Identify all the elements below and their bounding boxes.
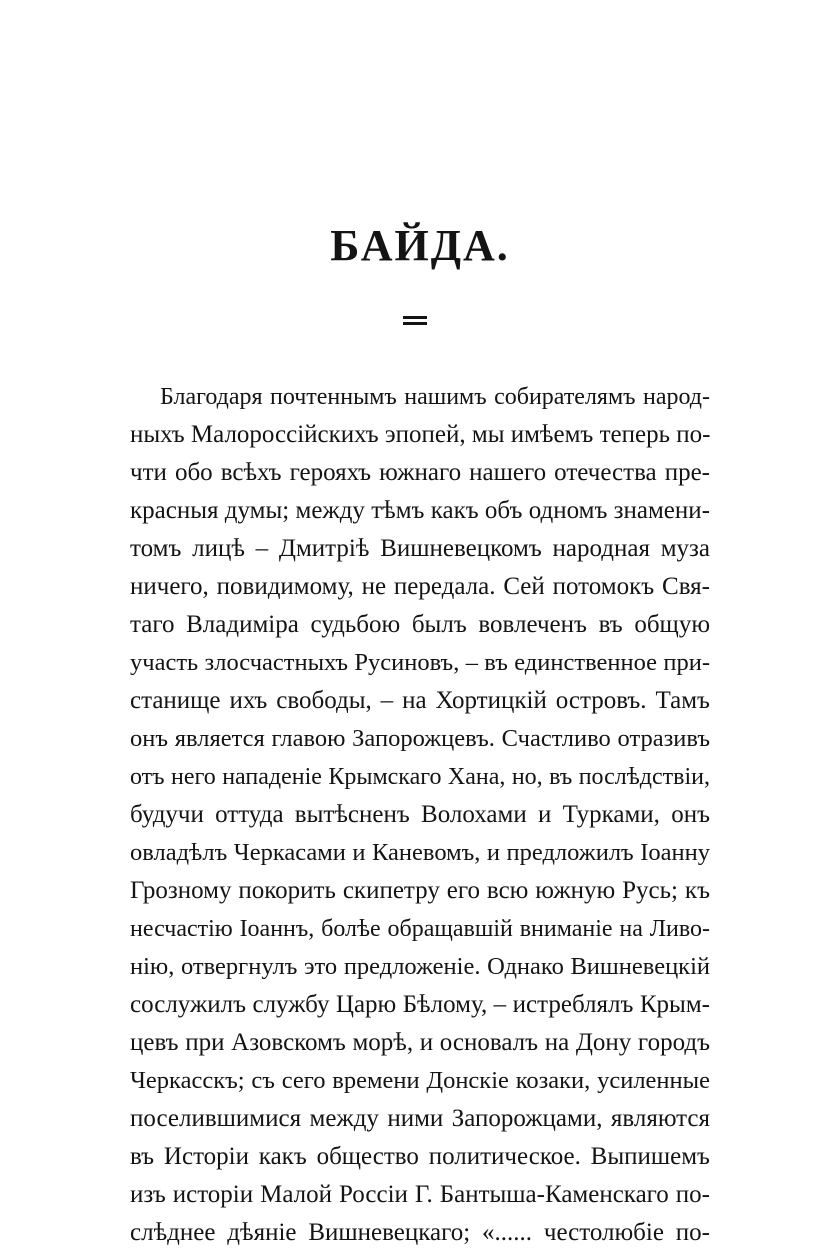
- chapter-title: БАЙДА.: [330, 221, 510, 270]
- text-line: отъ него нападеніе Крымскаго Хана, но, въ послѣдствіи,: [130, 764, 710, 790]
- text-line: овладѣлъ Черкасами и Каневомъ, и предложилъ Іоанну: [130, 839, 710, 866]
- text-line: Черкасскъ; съ сего времени Донскіе козаки, усиленные: [130, 1067, 710, 1094]
- divider-rule-bottom: [403, 322, 427, 325]
- text-line: участь злосчастныхъ Русиновъ, – въ единственное при-: [130, 649, 710, 676]
- text-line: красныя думы; между тѣмъ какъ объ одномъ знамени-: [130, 497, 710, 524]
- text-line: слѣднее дѣяніе Вишневецкаго; «...... честолюбіе по-: [130, 1219, 710, 1246]
- text-line: томъ лицѣ – Дмитріѣ Вишневецкомъ народная муза: [130, 535, 710, 562]
- text-line: поселившимися между ними Запорожцами, являются: [130, 1105, 710, 1132]
- text-line: Грозному покорить скипетру его всю южную Русь; къ: [130, 877, 710, 904]
- text-line: въ Исторіи какъ общество политическое. Выпишемъ: [130, 1143, 710, 1170]
- text-line: изъ исторіи Малой Россіи Г. Бантыша-Каменскаго по-: [130, 1181, 710, 1208]
- text-line: цевъ при Азовскомъ морѣ, и основалъ на Дону городъ: [130, 1029, 710, 1056]
- text-line: сослужилъ службу Царю Бѣлому, – истреблялъ Крым-: [130, 991, 710, 1018]
- text-line: онъ является главою Запорожцевъ. Счастливо отразивъ: [130, 725, 710, 752]
- text-line: ныхъ Малороссійскихъ эпопей, мы имѣемъ теперь по-: [130, 421, 711, 448]
- body-paragraph: [130, 378, 710, 1252]
- divider-rule-top: [403, 316, 427, 319]
- text-line: ничего, повидимому, не передала. Сей потомокъ Свя-: [130, 573, 710, 600]
- title-divider: [403, 316, 427, 328]
- text-line: будучи оттуда вытѣсненъ Волохами и Турками, онъ: [130, 801, 710, 828]
- text-line: чти обо всѣхъ герояхъ южнаго нашего отечества пре-: [130, 459, 710, 486]
- text-line: Благодаря почтеннымъ нашимъ собирателямъ народ-: [160, 384, 710, 410]
- text-line: таго Владиміра судьбою былъ вовлеченъ въ общую: [130, 611, 710, 638]
- text-line: станище ихъ свободы, – на Хортицкій островъ. Тамъ: [130, 687, 710, 714]
- text-line: нію, отвергнулъ это предложеніе. Однако Вишневецкій: [130, 953, 710, 980]
- text-line: несчастію Іоаннъ, болѣе обращавшій вниманіе на Ливо-: [130, 916, 710, 942]
